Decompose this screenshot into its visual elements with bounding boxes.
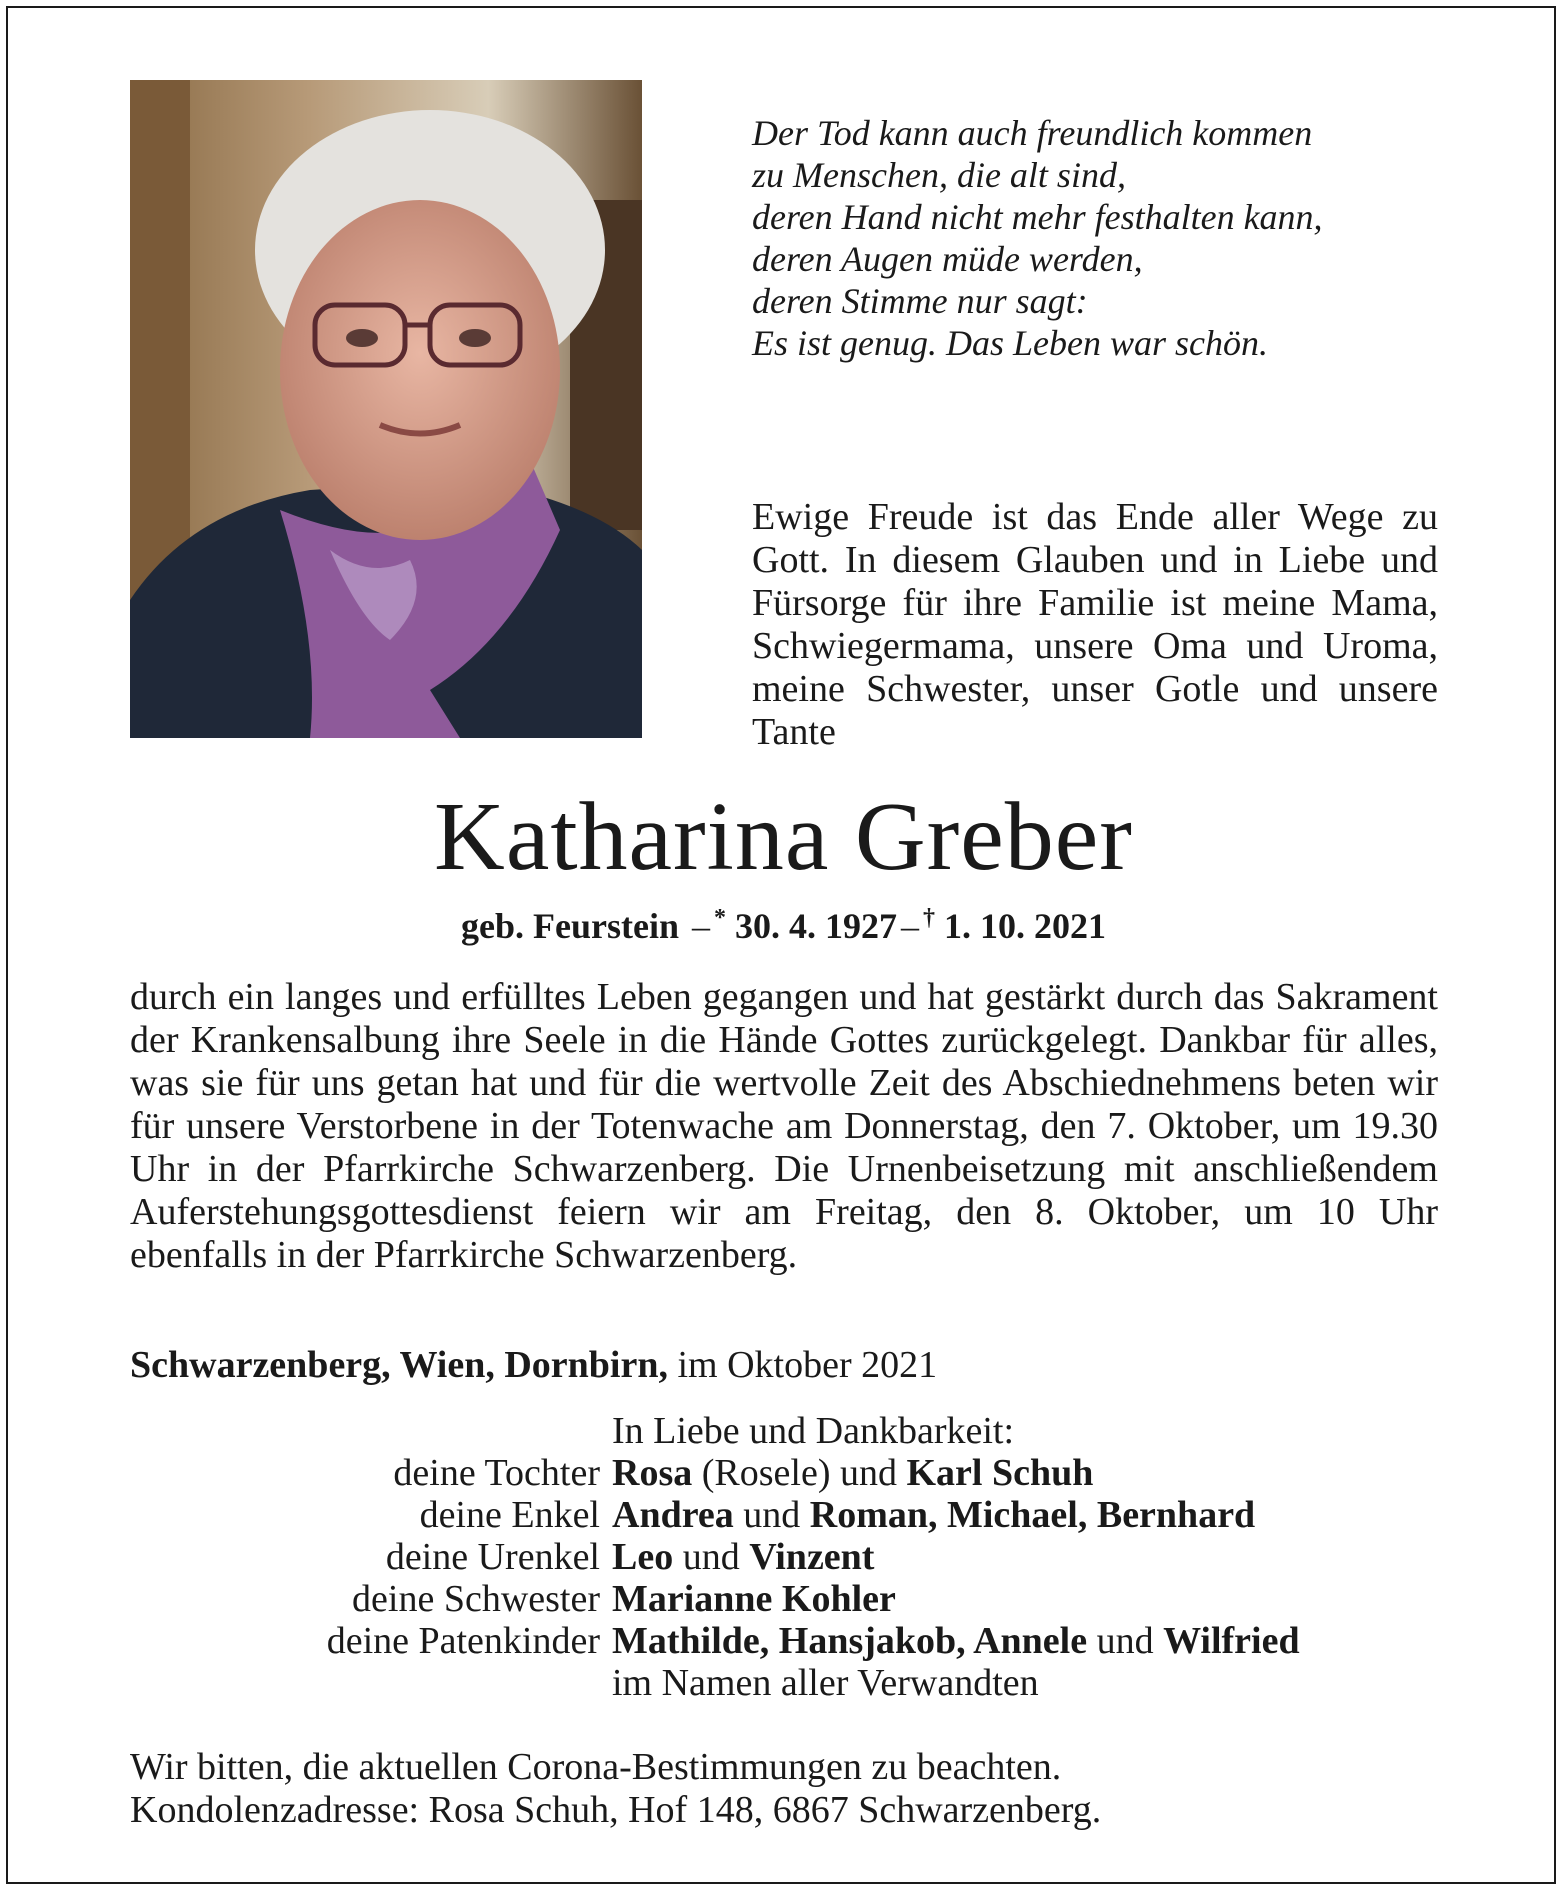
- relation-label: deine Schwester: [352, 1578, 600, 1620]
- relation-names: [612, 1620, 1438, 1662]
- footer-notes: [130, 1746, 1438, 1832]
- relation-label: deine Urenkel: [385, 1536, 600, 1578]
- relation-names: [612, 1494, 1438, 1536]
- relation-label: deine Patenkinder: [326, 1620, 600, 1662]
- body-text: durch ein langes und erfülltes Leben gegangen und hat gestärkt durch das Sakrament der Krankensalbung ihre Seele in die Hände Gottes zurückgelegt. Dankbar für alles, was sie für uns getan hat und für die wertvolle Zeit des Abschiednehmens beten wir für unsere Verstorbene in der Totenwache am Donnerstag, den 7. Oktober, um 19.30 Uhr in der Pfarrkirche Schwarzenberg. Die Urnenbeisetzung mit anschließendem Auferstehungsgottesdienst feiern wir am Freitag, den 8. Oktober, um 10 Uhr ebenfalls in der Pfarrkirche Schwarzenberg.: [130, 976, 1438, 1276]
- maiden-name: geb. Feurstein: [461, 906, 679, 946]
- portrait-photo: [130, 80, 642, 738]
- poem-line: Der Tod kann auch freundlich kommen: [752, 113, 1313, 153]
- family-row: [130, 1620, 1438, 1662]
- deceased-name: Katharina Greber: [434, 783, 1133, 891]
- birth-star-icon: *: [713, 905, 726, 931]
- poem-line: deren Augen müde werden,: [752, 239, 1143, 279]
- death-cross-icon: †: [922, 905, 935, 931]
- relation-names: [612, 1578, 1438, 1620]
- connector-text: und: [733, 1494, 810, 1536]
- relation-label: deine Enkel: [419, 1494, 600, 1536]
- mourner-name: Vinzent: [749, 1536, 875, 1578]
- relation-names: [612, 1536, 1438, 1578]
- family-heading: In Liebe und Dankbarkeit:: [612, 1410, 1015, 1452]
- family-row: [130, 1578, 1438, 1620]
- place-date-line: [130, 1343, 1438, 1387]
- mourner-name: Marianne Kohler: [612, 1578, 896, 1620]
- mourner-name: Roman, Michael, Bernhard: [809, 1494, 1256, 1536]
- mourner-name: Wilfried: [1163, 1620, 1300, 1662]
- family-closing: im Namen aller Verwandten: [612, 1662, 1039, 1704]
- mourner-name: Rosa: [612, 1452, 693, 1494]
- connector-text: und: [673, 1536, 750, 1578]
- intro-paragraph: Ewige Freude ist das Ende aller Wege zu Gott. In diesem Glauben und in Liebe und Fürsorge für ihre Familie ist meine Mama, Schwiegermama, unsere Oma und Uroma, meine Schwester, unser Gotle und unsere Tante: [752, 496, 1438, 753]
- corona-notice: Wir bitten, die aktuellen Corona-Bestimmungen zu beachten.: [130, 1746, 1062, 1788]
- family-closing-row: [130, 1662, 1438, 1704]
- death-date: 1. 10. 2021: [943, 906, 1106, 946]
- mourner-name: Mathilde, Hansjakob, Annele: [612, 1620, 1088, 1662]
- poem: [752, 112, 1452, 364]
- relation-label: deine Tochter: [393, 1452, 600, 1494]
- birth-date: 30. 4. 1927: [734, 906, 897, 946]
- poem-line: deren Stimme nur sagt:: [752, 281, 1088, 321]
- places: Schwarzenberg, Wien, Dornbirn,: [130, 1344, 668, 1386]
- poem-line: deren Hand nicht mehr festhalten kann,: [752, 197, 1323, 237]
- portrait-illustration: [130, 80, 642, 738]
- date: im Oktober 2021: [677, 1344, 938, 1386]
- family-row: [130, 1494, 1438, 1536]
- poem-line: zu Menschen, die alt sind,: [752, 155, 1126, 195]
- birth-death-line: [0, 904, 1567, 948]
- condolence-address: Kondolenzadresse: Rosa Schuh, Hof 148, 6867 Schwarzenberg.: [130, 1789, 1102, 1831]
- poem-line: Es ist genug. Das Leben war schön.: [752, 323, 1268, 363]
- relation-names: [612, 1452, 1438, 1494]
- family-row: [130, 1536, 1438, 1578]
- mourner-name: Leo: [612, 1536, 674, 1578]
- family-row: [130, 1452, 1438, 1494]
- mourner-name: Karl Schuh: [906, 1452, 1094, 1494]
- family-heading-row: [130, 1410, 1438, 1452]
- mourner-name: Andrea: [612, 1494, 734, 1536]
- family-list: [130, 1452, 1438, 1662]
- connector-text: (Rosele) und: [692, 1452, 907, 1494]
- connector-text: und: [1087, 1620, 1164, 1662]
- separator: –: [691, 906, 710, 946]
- mourners-section: [130, 1410, 1438, 1704]
- separator: –: [900, 906, 919, 946]
